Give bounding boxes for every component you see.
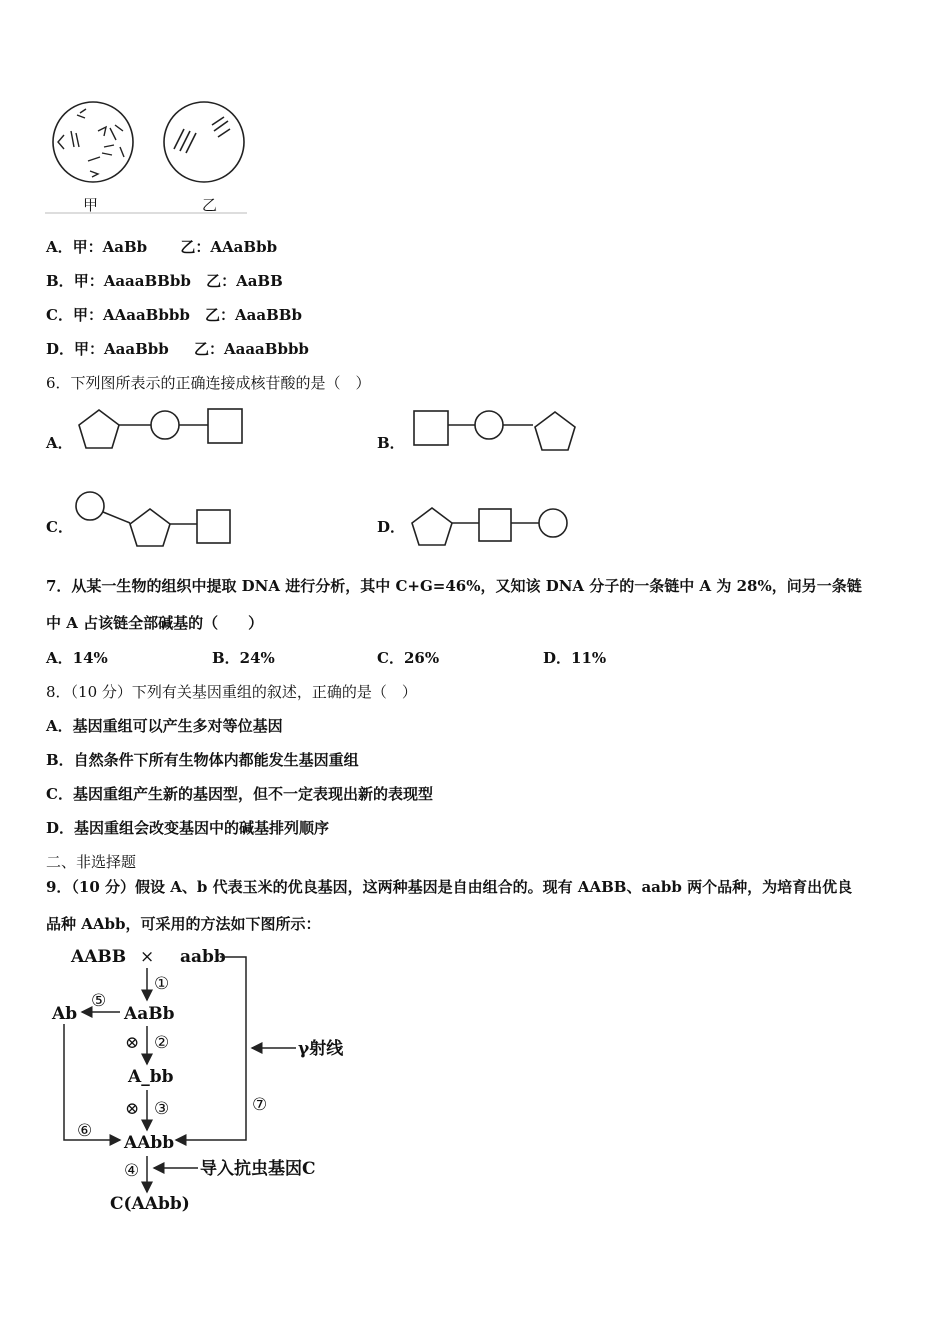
step-1: ① (154, 974, 170, 994)
option-text: 甲：AaaBbb (74, 340, 169, 358)
option-text: 乙：AaBB (206, 272, 283, 290)
q7-stem-line1: 7．从某一生物的组织中提取 DNA 进行分析，其中 C+G=46%，又知该 DNA 分子的一条链中 A 为 28%，问另一条链 (46, 577, 862, 595)
gamma-ray-label: γ射线 (298, 1039, 344, 1059)
haploid-ab: Ab (52, 1004, 78, 1024)
cell-label-yi: 乙 (202, 196, 218, 214)
q6-stem: 6．下列图所表示的正确连接成核苷酸的是（ ） (46, 374, 371, 392)
option-label: A． (46, 238, 73, 256)
step-7: ⑦ (252, 1095, 268, 1115)
q8-option-d[interactable]: D．基因重组会改变基因中的碱基排列顺序 (46, 819, 330, 837)
q7-option-a[interactable]: A．14% (46, 649, 108, 667)
q5-option-c[interactable] (46, 304, 302, 325)
selfing-symbol-1: ⊗ (125, 1033, 140, 1053)
q8-option-a[interactable]: A．基因重组可以产生多对等位基因 (46, 717, 283, 735)
q7-option-d[interactable]: D．11% (543, 649, 607, 667)
cell-jia (53, 102, 133, 182)
q9-stem-line1: 9．（10 分）假设 A、b 代表玉米的优良基因，这两种基因是自由组合的。现有 AABB、aabb 两个品种，为培育出优良 (46, 878, 853, 896)
option-text: 乙：AaaaBbbb (193, 340, 309, 358)
option-label: C． (46, 306, 73, 324)
q6-option-a-label[interactable]: A． (46, 434, 73, 452)
selfing-symbol-2: ⊗ (125, 1099, 140, 1119)
q6-option-d-diagram[interactable] (405, 500, 580, 550)
result-c-aabb: C(AAbb) (110, 1194, 190, 1214)
cross-symbol: × (140, 947, 155, 967)
q7-option-c[interactable]: C．26% (377, 649, 440, 667)
option-text: 甲：AaaaBBbb (73, 272, 191, 290)
step-4: ④ (124, 1161, 140, 1181)
q6-option-b-label[interactable]: B． (377, 434, 405, 452)
q5-option-d[interactable] (46, 338, 309, 359)
q5-option-b[interactable] (46, 270, 283, 291)
option-text: 乙：AaaBBb (205, 306, 302, 324)
option-text: 乙：AAaBbb (180, 238, 278, 256)
q9-stem-line2: 品种 AAbb，可采用的方法如下图所示： (46, 915, 321, 933)
f1-aabb: AaBb (124, 1004, 175, 1024)
parent-aabb: AABB (71, 947, 127, 967)
step-5: ⑤ (91, 991, 107, 1011)
q8-option-c[interactable]: C．基因重组产生新的基因型，但不一定表现出新的表现型 (46, 785, 433, 803)
breeding-diagram (40, 938, 370, 1223)
q7-stem-line2: 中 A 占该链全部碱基的（ ） (46, 614, 264, 632)
q6-option-a-diagram[interactable] (74, 405, 249, 455)
q7-option-b[interactable]: B．24% (212, 649, 275, 667)
q6-option-b-diagram[interactable] (410, 405, 585, 455)
option-text: 甲：AaBb (72, 238, 148, 256)
section-title: 二、非选择题 (46, 853, 137, 871)
q8-option-b[interactable]: B．自然条件下所有生物体内都能发生基因重组 (46, 751, 359, 769)
step-2: ② (154, 1033, 170, 1053)
step-3: ③ (154, 1099, 170, 1119)
f2-a-bb: A_bb (128, 1067, 174, 1087)
q8-stem: 8．（10 分）下列有关基因重组的叙述，正确的是（ ） (46, 683, 417, 701)
cell-label-jia: 甲 (83, 196, 99, 214)
option-label: B． (46, 272, 74, 290)
cell-division-figure (40, 95, 255, 217)
step-6: ⑥ (77, 1121, 93, 1141)
target-aabb: AAbb (124, 1133, 175, 1153)
q6-option-c-label[interactable]: C． (46, 518, 73, 536)
q5-option-a[interactable] (46, 236, 277, 257)
option-label: D． (46, 340, 75, 358)
parent-aabb-recessive: aabb (180, 947, 226, 967)
q6-option-c-diagram[interactable] (70, 488, 240, 550)
insert-gene-label: 导入抗虫基因C (200, 1159, 316, 1179)
cell-yi (164, 102, 244, 182)
option-text: 甲：AAaaBbbb (72, 306, 190, 324)
q6-option-d-label[interactable]: D． (377, 518, 406, 536)
